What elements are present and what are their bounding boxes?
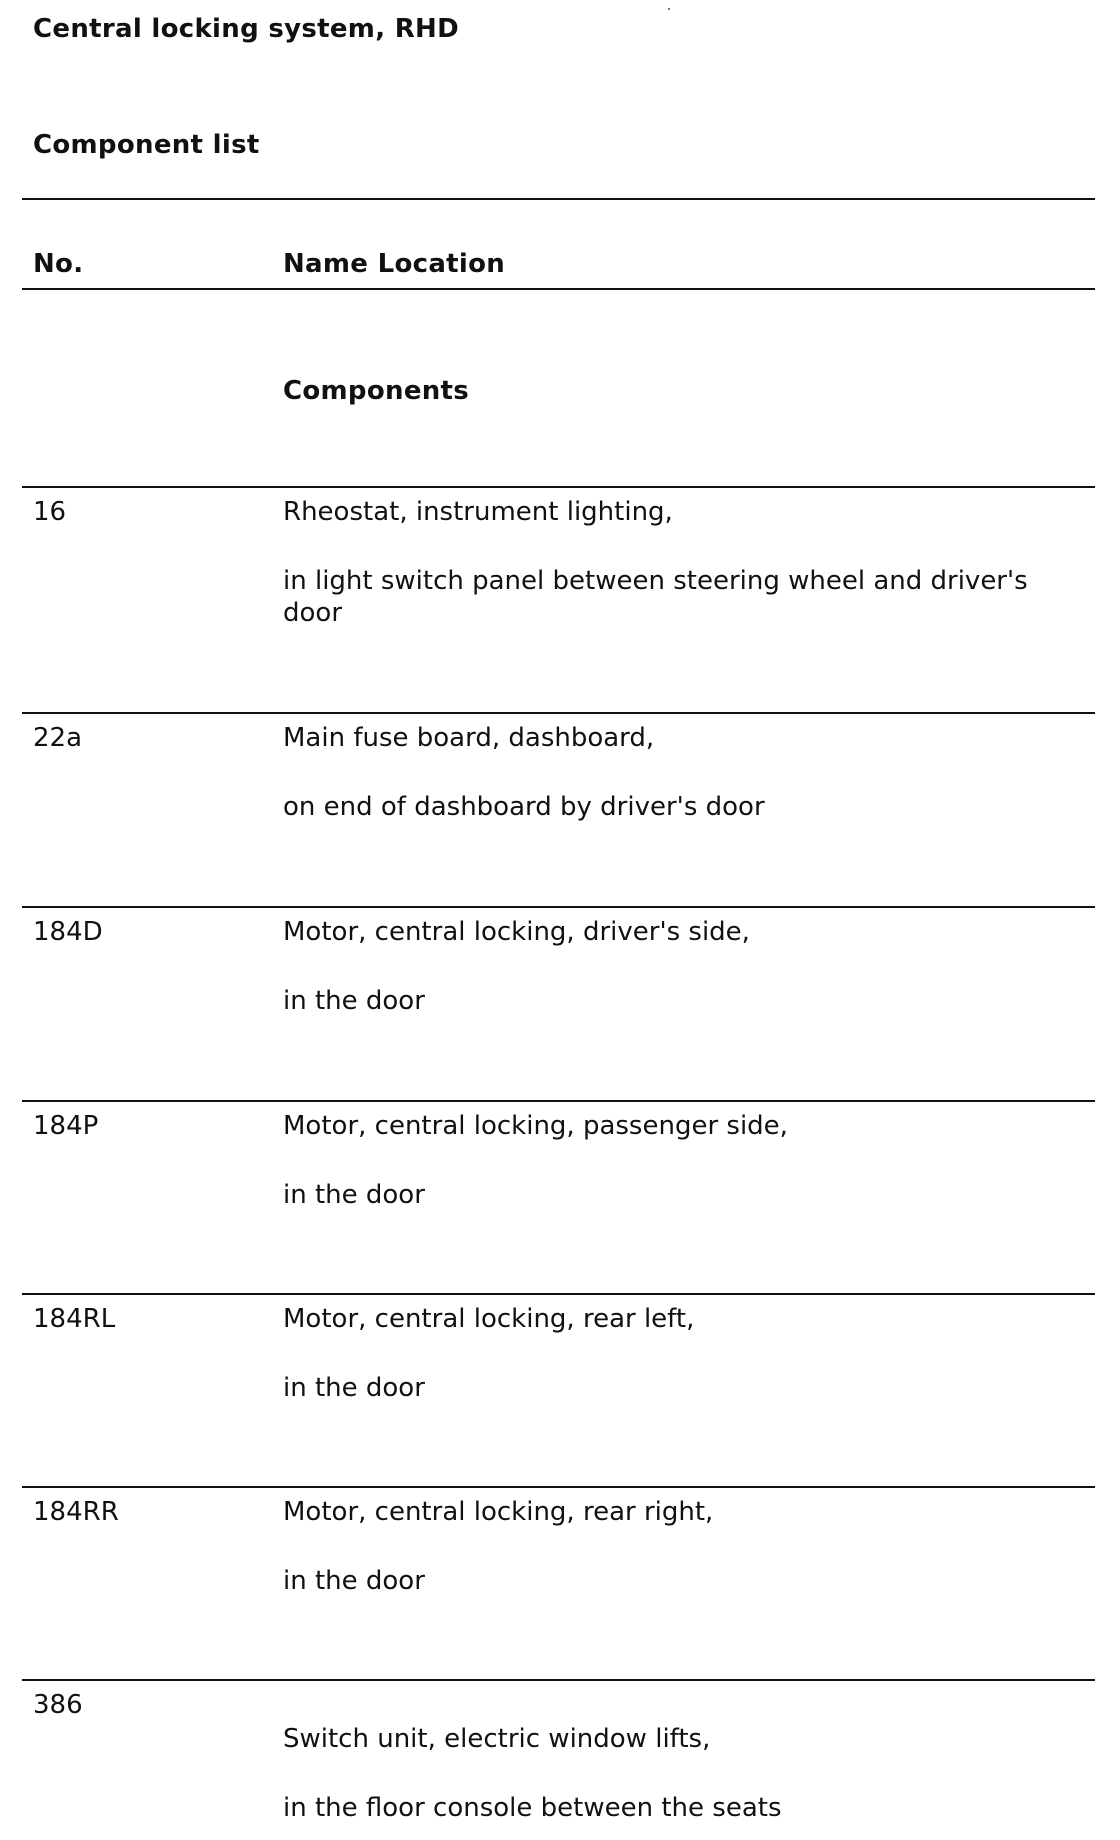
row-separator — [22, 1100, 1095, 1102]
component-number: 16 — [33, 497, 67, 527]
component-name: Motor, central locking, passenger side, — [283, 1111, 788, 1141]
component-location: on end of dashboard by driver's door — [283, 792, 765, 822]
component-name: Rheostat, instrument lighting, — [283, 497, 673, 527]
column-header-no: No. — [33, 249, 84, 279]
table-top-rule — [22, 198, 1095, 200]
scan-speck — [668, 8, 670, 10]
component-location: in the door — [283, 1180, 425, 1210]
section-title: Component list — [33, 130, 260, 160]
component-location: in light switch panel between steering wheel and driver's door — [283, 566, 1028, 628]
component-number: 184P — [33, 1111, 99, 1141]
header-bottom-rule — [22, 288, 1095, 290]
row-separator — [22, 906, 1095, 908]
component-location: in the door — [283, 1566, 425, 1596]
component-location: in the door — [283, 986, 425, 1016]
document-title: Central locking system, RHD — [33, 14, 459, 44]
group-label: Components — [283, 376, 470, 406]
component-location: in the floor console between the seats — [283, 1793, 782, 1823]
component-number: 184RL — [33, 1304, 116, 1334]
component-name: Motor, central locking, rear left, — [283, 1304, 695, 1334]
component-name: Main fuse board, dashboard, — [283, 723, 655, 753]
component-name: Motor, central locking, driver's side, — [283, 917, 750, 947]
row-separator — [22, 1293, 1095, 1295]
row-separator — [22, 1486, 1095, 1488]
column-header-name-location: Name Location — [283, 249, 506, 279]
row-separator — [22, 486, 1095, 488]
component-number: 386 — [33, 1690, 83, 1720]
component-number: 184RR — [33, 1497, 119, 1527]
row-separator — [22, 712, 1095, 714]
component-number: 184D — [33, 917, 103, 947]
component-name: Switch unit, electric window lifts, — [283, 1724, 711, 1754]
row-separator — [22, 1679, 1095, 1681]
component-name: Motor, central locking, rear right, — [283, 1497, 714, 1527]
component-location: in the door — [283, 1373, 425, 1403]
component-number: 22a — [33, 723, 83, 753]
